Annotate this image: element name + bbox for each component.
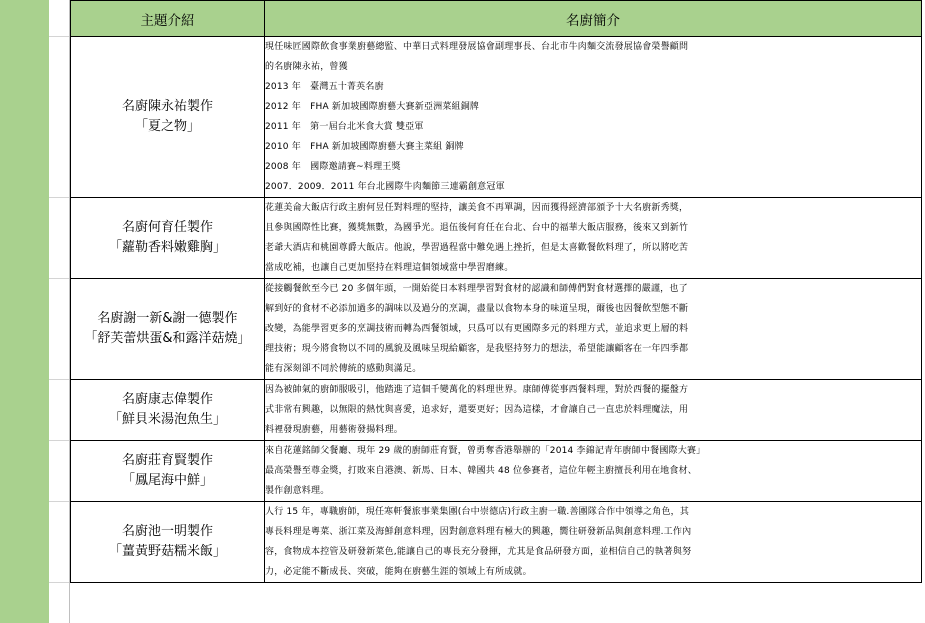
topic-cell[interactable] bbox=[71, 198, 265, 279]
topic-cell[interactable] bbox=[71, 37, 265, 198]
header-desc[interactable]: 名廚簡介 bbox=[265, 1, 922, 37]
description-line: 且參與國際性比賽，獲獎無數，為國爭光。退伍後何育任在台北、台中的福華大飯店服務，後來又到新竹 bbox=[265, 223, 689, 233]
grid-line bbox=[49, 440, 69, 441]
dish-name: 「鳳尾海中鮮」 bbox=[121, 473, 213, 488]
topic-cell[interactable] bbox=[71, 380, 265, 441]
description-line: 製作創意料理。 bbox=[265, 486, 330, 496]
header-topic[interactable]: 主題介紹 bbox=[71, 1, 265, 37]
table-row bbox=[71, 380, 922, 441]
description-line: 2012 年 FHA 新加坡國際廚藝大賽新亞洲菜組銅牌 bbox=[265, 102, 480, 112]
grid-line bbox=[49, 197, 69, 198]
grid-line bbox=[49, 501, 69, 502]
description-line: 當成吃補，也讓自己更加堅持在料理這個領域當中學習磨練。 bbox=[265, 263, 514, 273]
dish-name: 「鮮貝米湯泡魚生」 bbox=[108, 412, 226, 427]
description-line: 來自花蓮銘師父餐廳、現年 29 歲的廚師莊育賢，曾勇奪香港舉辦的「2014 李錦記青年廚師中餐國際大賽」 bbox=[265, 446, 706, 456]
dish-name: 「薑黃野菇糯米飯」 bbox=[108, 544, 226, 559]
description-line: 花蓮美侖大飯店行政主廚何昱任對料理的堅持，讓美食不再單調，因而獲得經濟部頒予十大名廚新秀獎， bbox=[265, 203, 689, 213]
description-cell[interactable] bbox=[265, 502, 922, 583]
dish-name: 「蘿勒香料嫩雞胸」 bbox=[108, 240, 226, 255]
row-header-bar bbox=[0, 0, 50, 623]
table-row bbox=[71, 441, 922, 502]
description-line: 2008 年 國際邀請賽~料理王獎 bbox=[265, 162, 401, 172]
description-cell[interactable] bbox=[265, 380, 922, 441]
topic-cell[interactable] bbox=[71, 502, 265, 583]
header-row bbox=[71, 1, 922, 37]
description-line: 最高榮譽至尊金獎，打敗來自港澳、新馬、日本、韓國共 48 位參賽者，這位年輕主廚擅長利用在地食材、 bbox=[265, 466, 697, 476]
chef-name: 名廚莊育賢製作 bbox=[121, 453, 213, 468]
description-line: 理技術；現今將食物以不同的風貌及風味呈現給顧客，是我堅持努力的想法，希望能讓顧客在一年四季都 bbox=[265, 344, 689, 354]
dish-name: 「夏之物」 bbox=[134, 119, 200, 134]
description-cell[interactable] bbox=[265, 279, 922, 380]
description-line: 的名廚陳永祐，曾獲 bbox=[265, 62, 348, 72]
description-line: 容，食物成本控管及研發新菜色,能讓自己的專長充分發揮，尤其是食品研發方面，並相信自己的執著與努 bbox=[265, 547, 692, 557]
table-row bbox=[71, 37, 922, 198]
table-row bbox=[71, 198, 922, 279]
table-row bbox=[71, 279, 922, 380]
description-line: 從接觸餐飲至今已 20 多個年頭，一開始從日本料理學習對食材的認識和師傅們對食材選擇的嚴謹，也了 bbox=[265, 284, 688, 294]
chef-name: 名廚何育任製作 bbox=[121, 220, 213, 235]
table-row bbox=[71, 502, 922, 583]
description-cell[interactable] bbox=[265, 441, 922, 502]
grid-line bbox=[49, 36, 69, 37]
grid-line bbox=[49, 582, 69, 583]
description-line: 專長料理是粵菜、浙江菜及海鮮創意料理，因對創意料理有極大的興趣，嚮往研發新品與創意料理.工作內 bbox=[265, 527, 692, 537]
chef-name: 名廚謝一新&謝一德製作 bbox=[97, 311, 238, 326]
description-cell[interactable] bbox=[265, 37, 922, 198]
description-line: 解到好的食材不必添加過多的調味以及過分的烹調，盡量以食物本身的味道呈現，爾後也因餐飲型態不斷 bbox=[265, 304, 689, 314]
description-line: 2010 年 FHA 新加坡國際廚藝大賽主菜組 銅牌 bbox=[265, 142, 464, 152]
description-line: 人行 15 年，專職廚師，現任寒軒餐旅事業集團(台中崇德店)行政主廚一職.善團隊合作中領導之角色，其 bbox=[265, 507, 690, 517]
description-line: 式非常有興趣，以無限的熱忱與喜愛，追求好，還要更好；因為這樣，才會讓自己一直忠於料理魔法，用 bbox=[265, 405, 689, 415]
dish-name: 「舒芙蕾烘蛋&和露洋菇燒」 bbox=[84, 331, 251, 346]
chef-name: 名廚康志偉製作 bbox=[121, 392, 213, 407]
chef-table bbox=[70, 0, 922, 583]
description-line: 2011 年 第一屆台北米食大賞 雙亞軍 bbox=[265, 122, 424, 132]
topic-cell[interactable] bbox=[71, 441, 265, 502]
description-cell[interactable] bbox=[265, 198, 922, 279]
grid-line bbox=[49, 278, 69, 279]
description-line: 料裡發現廚藝，用藝術發揚料理。 bbox=[265, 425, 404, 435]
description-line: 老爺大酒店和桃園尊爵大飯店。他說，學習過程當中難免遇上挫折，但是太喜歡餐飲料理了，所以將吃苦 bbox=[265, 243, 689, 253]
description-line: 現任味匠國際飲食事業廚藝總監、中華日式料理發展協會副理事長、台北市牛肉麵交流發展協會榮譽顧問 bbox=[265, 42, 689, 52]
description-line: 因為被帥氣的廚師服吸引，他踏進了這個千變萬化的料理世界。康師傅從事西餐料理，對於西餐的擺盤方 bbox=[265, 385, 689, 395]
topic-cell[interactable] bbox=[71, 279, 265, 380]
chef-name: 名廚陳永祐製作 bbox=[121, 99, 213, 114]
description-line: 能有深刻卻不同於傳統的感動與滿足。 bbox=[265, 364, 422, 374]
description-line: 2007．2009．2011 年台北國際牛肉麵節三連霸創意冠軍 bbox=[265, 182, 505, 192]
grid-line bbox=[49, 379, 69, 380]
description-line: 力，必定能不斷成長、突破，能夠在廚藝生涯的領域上有所成就。 bbox=[265, 567, 532, 577]
chef-name: 名廚池一明製作 bbox=[121, 524, 213, 539]
empty-column bbox=[49, 0, 70, 623]
description-line: 改變，為能學習更多的烹調技術而轉為西餐領域，只爲可以有更國際多元的料理方式，並追求更上層的料 bbox=[265, 324, 689, 334]
description-line: 2013 年 臺灣五十菁英名廚 bbox=[265, 82, 384, 92]
